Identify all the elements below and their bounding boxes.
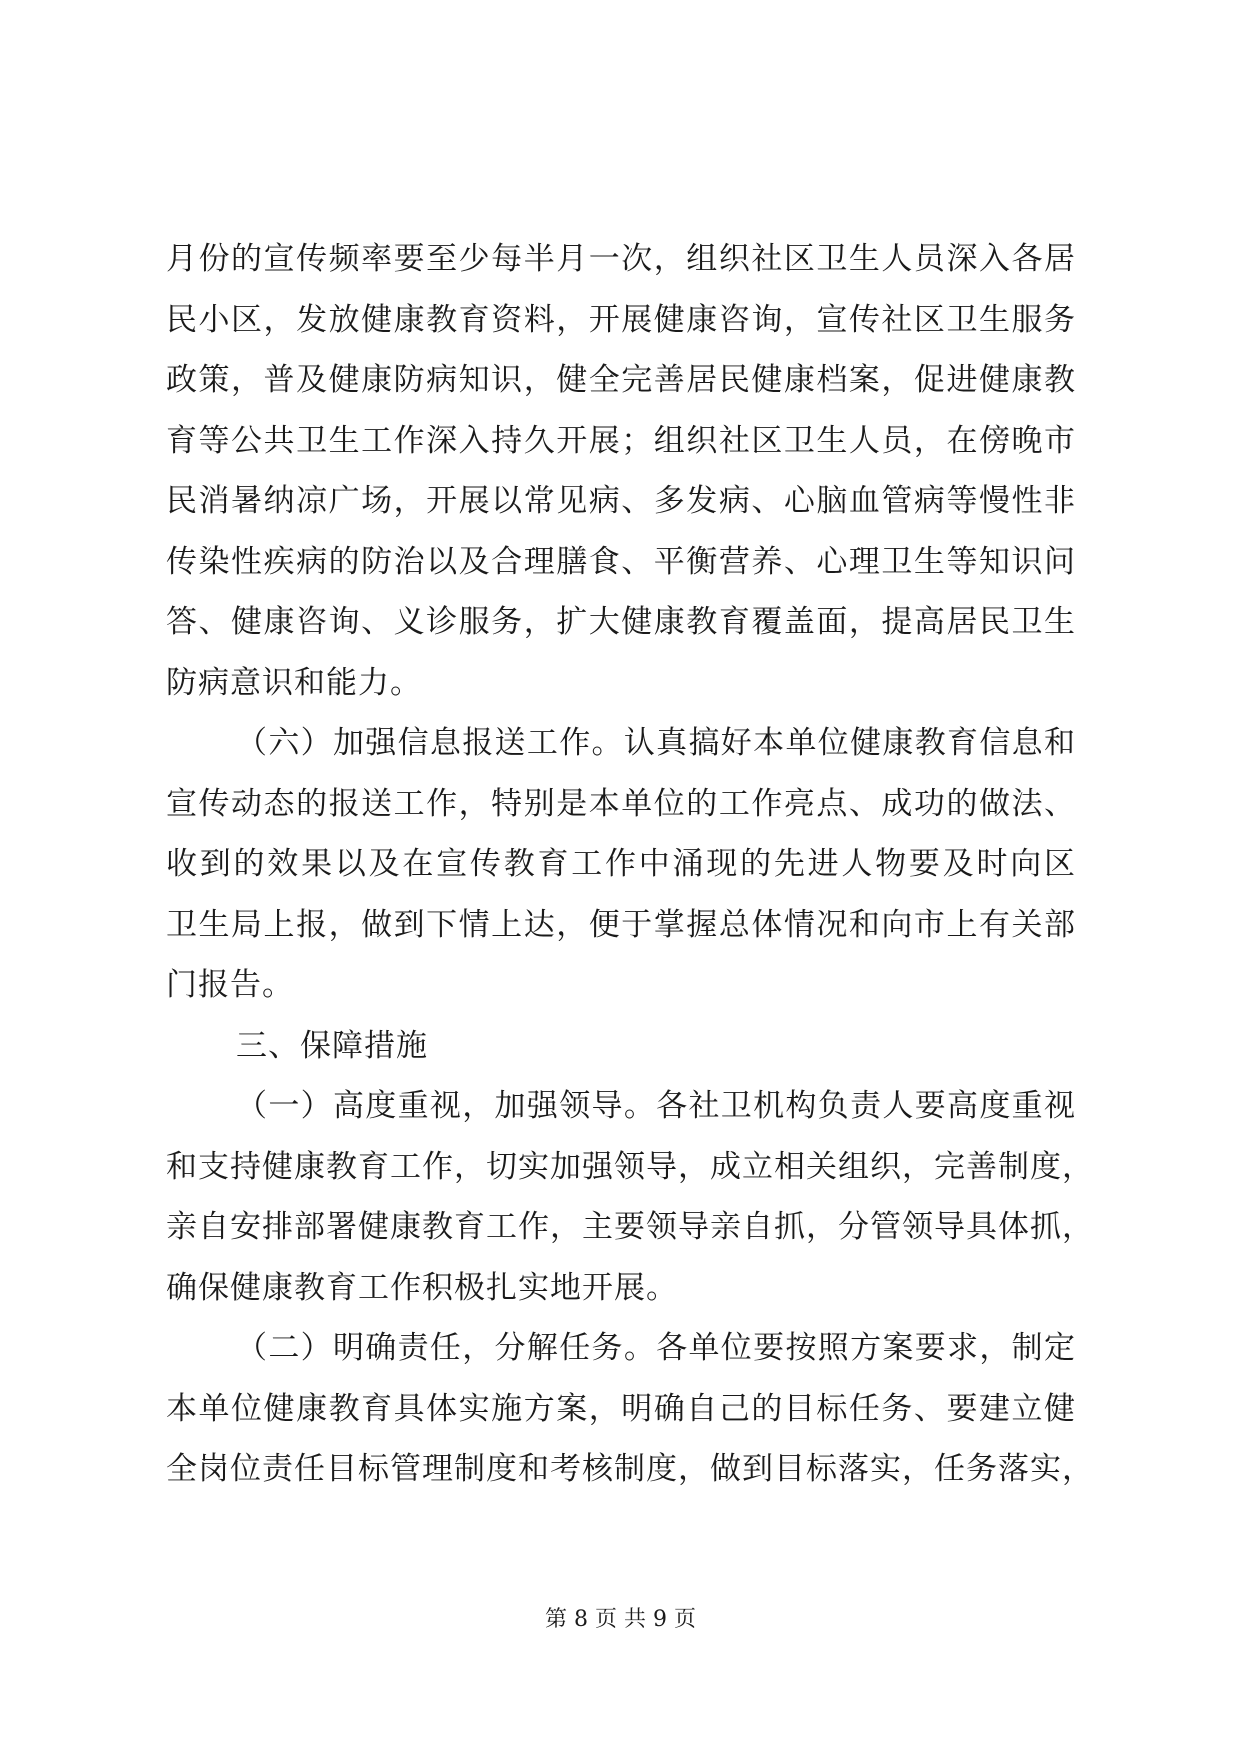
text-line: 育等公共卫生工作深入持久开展；组织社区卫生人员，在傍晚市 (166, 422, 1076, 459)
text-line: 确保健康教育工作积极扎实地开展。 (166, 1269, 678, 1306)
text-line: 卫生局上报，做到下情上达，便于掌握总体情况和向市上有关部 (166, 906, 1076, 943)
text-line: 和支持健康教育工作，切实加强领导，成立相关组织，完善制度， (166, 1148, 1094, 1185)
text-line: 政策，普及健康防病知识，健全完善居民健康档案，促进健康教 (166, 362, 1076, 398)
section-heading: （六）加强信息报送工作。认真搞好本单位健康教育信息和 (236, 725, 1076, 761)
text-line: 全岗位责任目标管理制度和考核制度，做到目标落实，任务落实， (166, 1451, 1094, 1487)
text-line: 民消暑纳凉广场，开展以常见病、多发病、心脑血管病等慢性非 (166, 483, 1076, 519)
text-line: 宣传动态的报送工作，特别是本单位的工作亮点、成功的做法、 (166, 785, 1076, 822)
page-footer (0, 1605, 1241, 1635)
body-text (166, 229, 1094, 1500)
section-heading: （二）明确责任，分解任务。各单位要按照方案要求，制定 (236, 1330, 1076, 1366)
text-line: 月份的宣传频率要至少每半月一次，组织社区卫生人员深入各居 (166, 241, 1076, 277)
section-heading: （一）高度重视，加强领导。各社卫机构负责人要高度重视 (236, 1088, 1076, 1124)
page-number: 第 8 页 共 9 页 (545, 1607, 696, 1632)
text-line: 本单位健康教育具体实施方案，明确自己的目标任务、要建立健 (166, 1390, 1076, 1427)
text-line: 防病意识和能力。 (166, 664, 422, 701)
text-line: 民小区，发放健康教育资料，开展健康咨询，宣传社区卫生服务 (166, 301, 1076, 338)
text-line: 门报告。 (166, 967, 294, 1003)
section-heading: 三、保障措施 (236, 1027, 428, 1064)
text-line: 答、健康咨询、义诊服务，扩大健康教育覆盖面，提高居民卫生 (166, 604, 1076, 640)
text-line: 收到的效果以及在宣传教育工作中涌现的先进人物要及时向区 (166, 846, 1076, 882)
text-line: 传染性疾病的防治以及合理膳食、平衡营养、心理卫生等知识问 (166, 543, 1076, 580)
text-line: 亲自安排部署健康教育工作，主要领导亲自抓，分管领导具体抓， (166, 1209, 1094, 1245)
